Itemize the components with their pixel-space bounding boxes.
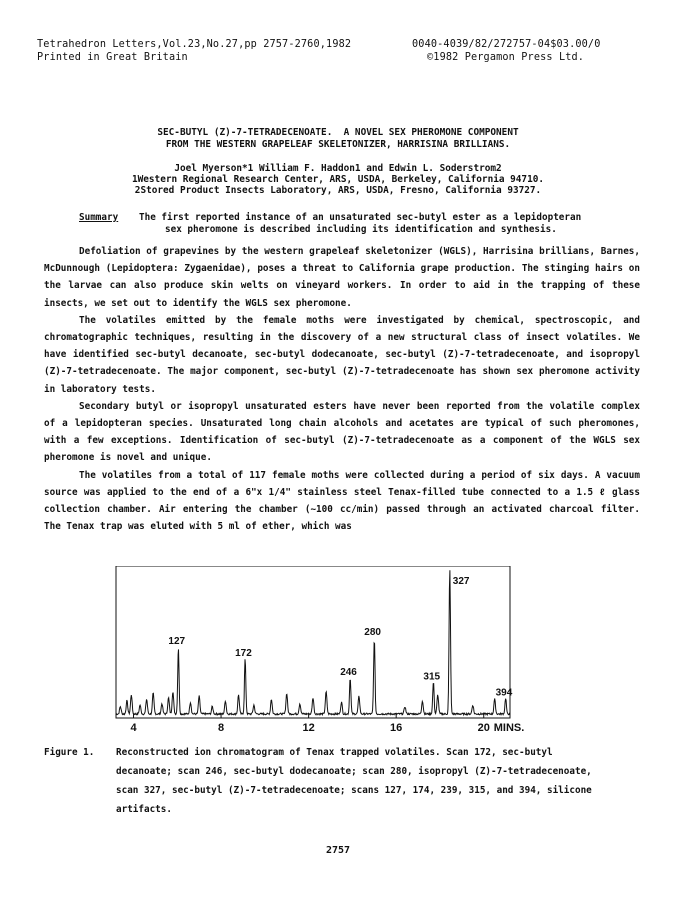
- figure-caption-line-3: scan 327, sec-butyl (Z)-7-tetradecenoate; scans 127, 174, 239, 315, and 394, silicone: [116, 785, 592, 796]
- x-tick-label-12: 12: [302, 722, 315, 734]
- peak-label-172: 172: [235, 647, 252, 659]
- peak-label-327: 327: [452, 576, 470, 587]
- figure-caption-line-1: Reconstructed ion chromatogram of Tenax trapped volatiles. Scan 172, sec-butyl: [116, 747, 553, 758]
- journal-citation: Tetrahedron Letters,Vol.23,No.27,pp 2757-2760,1982: [37, 39, 352, 50]
- summary-line-2: sex pheromone is described including its identification and synthesis.: [165, 224, 557, 235]
- x-tick-label-4: 4: [130, 722, 137, 734]
- x-tick-label-8: 8: [218, 722, 225, 734]
- figure-caption: [116, 743, 592, 819]
- x-tick-label-16: 16: [390, 722, 403, 734]
- peak-label-315: 315: [423, 671, 441, 683]
- x-axis-unit-label: MINS.: [493, 722, 525, 734]
- ion-chromatogram: [108, 566, 528, 736]
- peak-label-127: 127: [168, 635, 186, 647]
- article-body: [44, 243, 640, 535]
- peak-label-394: 394: [495, 687, 513, 699]
- article-title-line-2: FROM THE WESTERN GRAPELEAF SKELETONIZER, HARRISINA BRILLIANS.: [165, 139, 511, 150]
- summary-line-1: The first reported instance of an unsaturated sec-butyl ester as a lepidopteran: [139, 212, 582, 223]
- author-list: Joel Myerson*1 William F. Haddon1 and Edwin L. Soderstrom2: [174, 163, 502, 174]
- paragraph-2: The volatiles emitted by the female moths were investigated by chemical, spectroscopic, and chromatographic techniques, resulting in the discovery of a new structural class of insect volatiles. We have identified sec-butyl decanoate, sec-butyl dodecanoate, sec-butyl (Z)-7-tetradecenoate, and isopropyl (Z)-7-tetradecenoate. The major component, sec-butyl (Z)-7-tetradecenoate has shown sex pheromone activity in laboratory tests.: [44, 314, 640, 395]
- figure-caption-line-4: artifacts.: [116, 804, 172, 815]
- copyright-line: ©1982 Pergamon Press Ltd.: [427, 52, 585, 63]
- peak-label-group: [168, 576, 512, 699]
- summary-label: Summary: [79, 212, 119, 223]
- affiliation-2: 2Stored Product Insects Laboratory, ARS, USDA, Fresno, California 93727.: [134, 185, 542, 196]
- figure-caption-label: Figure 1.: [44, 747, 95, 758]
- paragraph-3: Secondary butyl or isopropyl unsaturated esters have never been reported from the volatile complex of a lepidopteran species. Unsaturated long chain alcohols and acetates are typical of such pheromones, with a few exceptions. Identification of sec-butyl (Z)-7-tetradecenoate as a component of the WGLS sex pheromone is novel and unique.: [44, 400, 640, 464]
- page-number: 2757: [325, 845, 351, 856]
- figure-caption-line-2: decanoate; scan 246, sec-butyl dodecanoate; scan 280, isopropyl (Z)-7-tetradecenoate,: [116, 766, 592, 777]
- x-tick-group: [130, 714, 489, 734]
- peak-label-246: 246: [340, 667, 357, 678]
- paragraph-1: Defoliation of grapevines by the western grapeleaf skeletonizer (WGLS), Harrisina brillians, Barnes, McDunnough (Lepidoptera: Zygaenidae), poses a threat to California grape production. The stinging hairs on the larvae can also produce skin welts on vineyard workers. In order to aid in the trapping of these insects, we set out to identify the WGLS sex pheromone.: [44, 246, 640, 309]
- peak-label-280: 280: [364, 627, 381, 638]
- article-code: 0040-4039/82/272757-04$03.00/0: [412, 39, 601, 50]
- x-tick-label-20: 20: [477, 722, 490, 734]
- printed-in: Printed in Great Britain: [37, 52, 188, 63]
- paragraph-4: The volatiles from a total of 117 female moths were collected during a period of six days. A vacuum source was applied to the end of a 6"x 1/4" stainless steel Tenax-filled tube connected to a 1.5 ℓ glass collection chamber. Air entering the chamber (~100 cc/min) passed through an activated charcoal filter. The Tenax trap was eluted with 5 ml of ether, which was: [44, 469, 640, 533]
- article-title-line-1: SEC-BUTYL (Z)-7-TETRADECENOATE. A NOVEL SEX PHEROMONE COMPONENT: [157, 127, 519, 138]
- affiliation-1: 1Western Regional Research Center, ARS, USDA, Berkeley, California 94710.: [131, 174, 545, 185]
